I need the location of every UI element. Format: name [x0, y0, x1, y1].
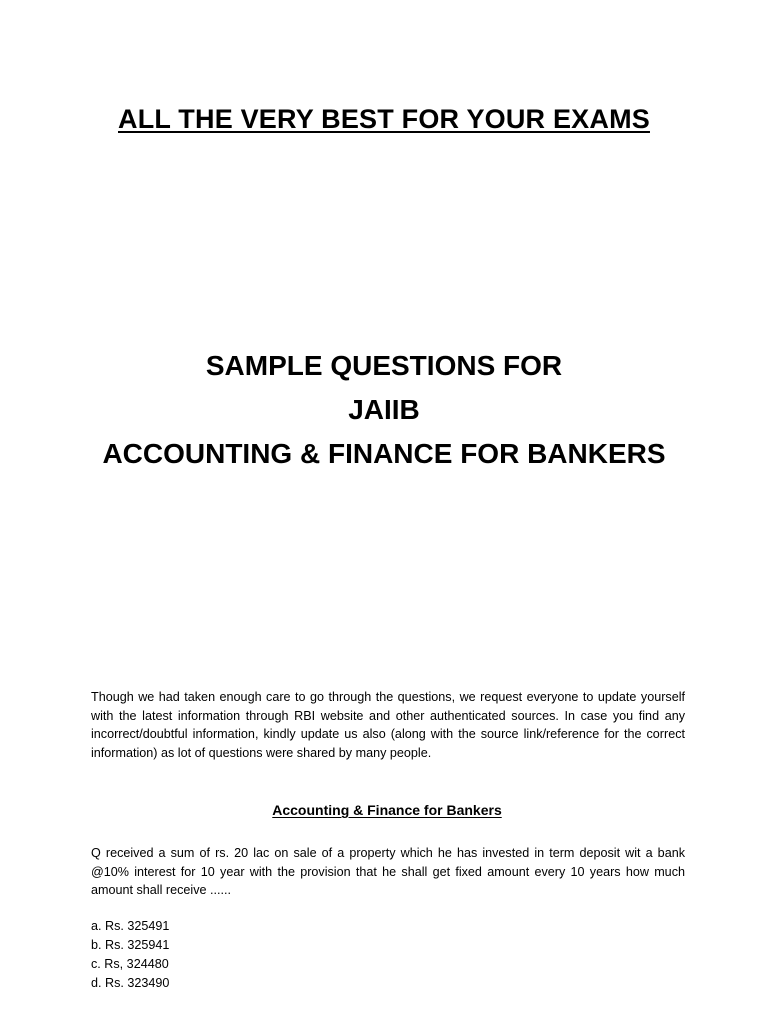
option-d: d. Rs. 323490: [91, 976, 170, 990]
option-c: c. Rs, 324480: [91, 957, 169, 971]
disclaimer-paragraph: Though we had taken enough care to go through the questions, we request everyone to update yourself with the latest information through RBI website and other authenticated sources. In case you find any incorrect/doubtful information, kindly update us also (along with the source link/reference for the correct information) as lot of questions were shared by many people.: [91, 690, 685, 760]
question-text: Q received a sum of rs. 20 lac on sale of a property which he has invested in term deposit wit a bank @10% interest for 10 year with the provision that he shall get fixed amount every 10 years how much amount shall receive ......: [91, 846, 685, 897]
answer-options: [91, 917, 391, 993]
option-b: b. Rs. 325941: [91, 938, 170, 952]
best-wishes-heading: ALL THE VERY BEST FOR YOUR EXAMS: [118, 104, 650, 134]
document-title: [0, 344, 768, 476]
section-heading: Accounting & Finance for Bankers: [272, 802, 502, 818]
title-line-2: JAIIB: [348, 394, 420, 425]
title-line-1: SAMPLE QUESTIONS FOR: [205, 350, 563, 381]
option-a: a. Rs. 325491: [91, 919, 170, 933]
title-line-3: ACCOUNTING & FINANCE FOR BANKERS: [102, 438, 666, 469]
